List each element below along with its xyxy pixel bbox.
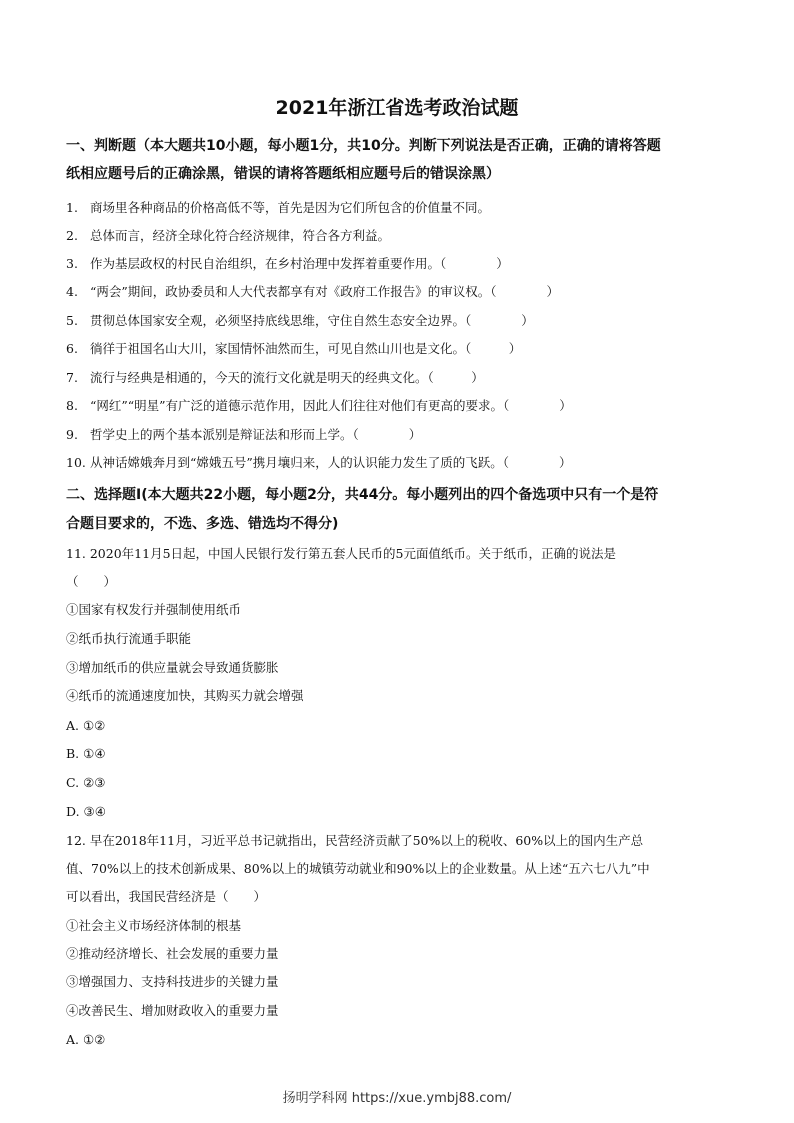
q11-statement-3: ③增加纸币的供应量就会导致通货膨胀 [66, 660, 279, 675]
q11-option-a: A. ①② [66, 718, 106, 733]
q12-statement-3: ③增强国力、支持科技进步的关键力量 [66, 974, 279, 989]
judge-item-1: 1. 商场里各种商品的价格高低不等，首先是因为它们所包含的价值量不同。 [66, 200, 490, 215]
q11-option-b: B. ①④ [66, 746, 106, 761]
q11-statement-4: ④纸币的流通速度加快，其购买力就会增强 [66, 688, 304, 703]
section2-header-line1: 二、选择题Ⅰ(本大题共22小题，每小题2分，共44分。每小题列出的四个备选项中只有一个是符 [66, 487, 659, 503]
q11-option-d: D. ③④ [66, 804, 106, 819]
judge-item-8: 8. “网红”“明星”有广泛的道德示范作用，因此人们往往对他们有更高的要求。（ ） [66, 398, 572, 413]
q12-stem-line1: 12. 早在2018年11月，习近平总书记就指出，民营经济贡献了50%以上的税收、60%以上的国内生产总 [66, 833, 644, 848]
q11-option-c: C. ②③ [66, 775, 106, 790]
judge-item-10: 10. 从神话嫦娥奔月到“嫦娥五号”携月壤归来，人的认识能力发生了质的飞跃。（ ） [66, 455, 572, 470]
page-title: 2021年浙江省选考政治试题 [275, 97, 519, 119]
judge-item-9: 9. 哲学史上的两个基本派别是辩证法和形而上学。（ ） [66, 427, 422, 442]
q12-statement-4: ④改善民生、增加财政收入的重要力量 [66, 1003, 279, 1018]
q11-statement-1: ①国家有权发行并强制使用纸币 [66, 602, 242, 617]
q12-stem-line3: 可以看出，我国民营经济是（ ） [66, 889, 267, 904]
q12-stem-line2: 值、70%以上的技术创新成果、80%以上的城镇劳动就业和90%以上的企业数量。从上述“五六七八九”中 [66, 861, 650, 876]
judge-item-2: 2. 总体而言，经济全球化符合经济规律，符合各方利益。 [66, 228, 390, 243]
q12-statement-1: ①社会主义市场经济体制的根基 [66, 918, 242, 933]
section1-header-line1: 一、判断题（本大题共10小题，每小题1分，共10分。判断下列说法是否正确，正确的请将答题 [66, 138, 661, 154]
q11-statement-2: ②纸币执行流通手职能 [66, 631, 192, 646]
judge-item-3: 3. 作为基层政权的村民自治组织，在乡村治理中发挥着重要作用。（ ） [66, 256, 509, 271]
q11-stem-line2: （ ） [66, 574, 117, 589]
q12-option-a: A. ①② [66, 1032, 106, 1047]
q11-stem-line1: 11. 2020年11月5日起，中国人民银行发行第五套人民币的5元面值纸币。关于纸币，正确的说法是 [66, 546, 616, 561]
page-footer-watermark: 扬明学科网 https://xue.ymbj88.com/ [282, 1091, 512, 1106]
judge-item-6: 6. 徜徉于祖国名山大川，家国情怀油然而生，可见自然山川也是文化。（ ） [66, 341, 522, 356]
section1-header-line2: 纸相应题号后的正确涂黑，错误的请将答题纸相应题号后的错误涂黑） [66, 166, 500, 182]
judge-item-7: 7. 流行与经典是相通的，今天的流行文化就是明天的经典文化。（ ） [66, 370, 484, 385]
q12-statement-2: ②推动经济增长、社会发展的重要力量 [66, 946, 279, 961]
judge-item-4: 4. “两会”期间，政协委员和人大代表都享有对《政府工作报告》的审议权。（ ） [66, 284, 560, 299]
section2-header-line2: 合题目要求的，不选、多选、错选均不得分) [66, 516, 339, 532]
judge-item-5: 5. 贯彻总体国家安全观，必须坚持底线思维，守住自然生态安全边界。（ ） [66, 313, 534, 328]
